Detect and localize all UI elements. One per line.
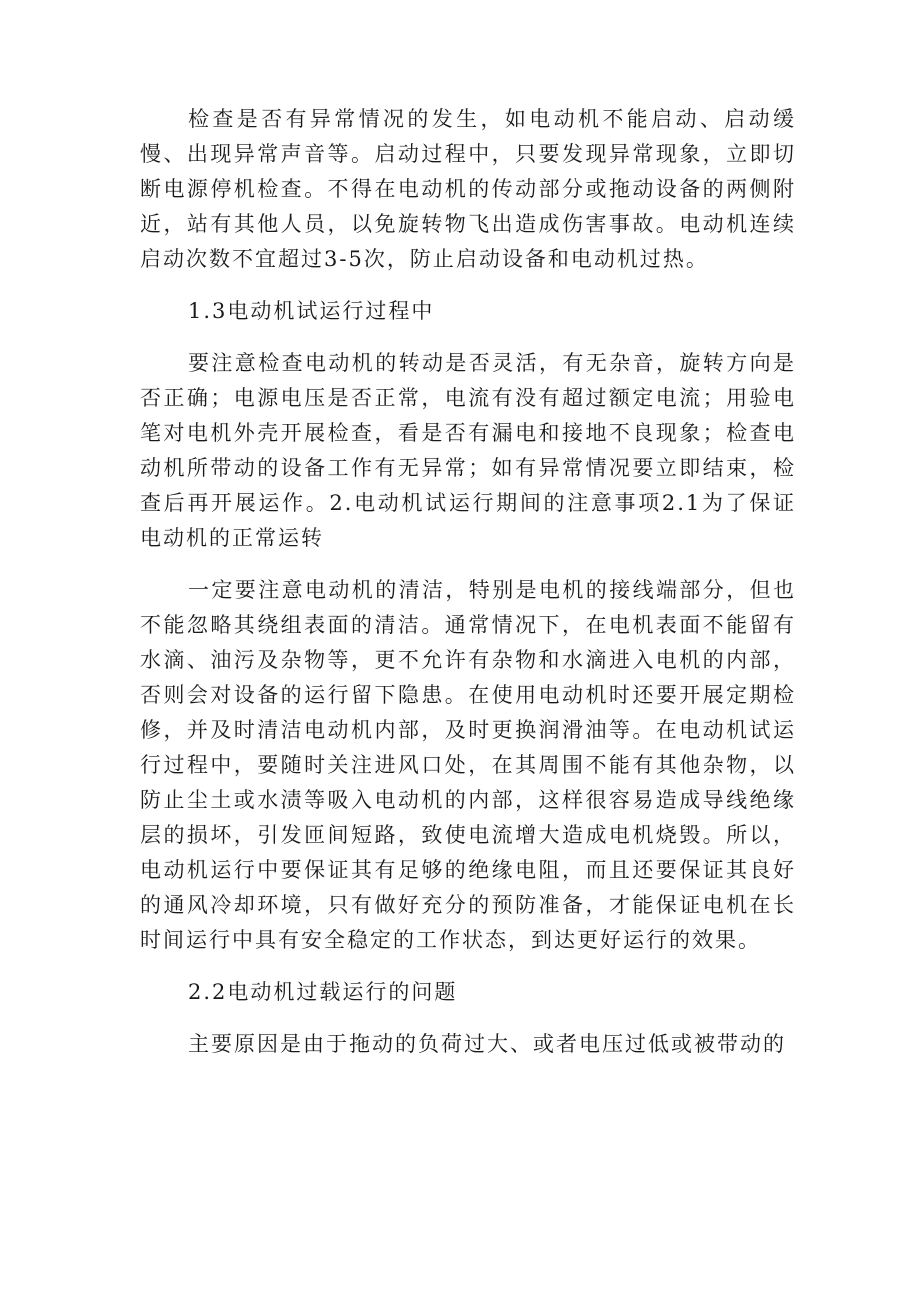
document-page: [140, 102, 796, 1079]
section-heading-2-2: 2.2电动机过载运行的问题: [188, 980, 458, 1004]
section-heading-1-3: 1.3电动机试运行过程中: [188, 299, 435, 323]
paragraph-overload-causes: 主要原因是由于拖动的负荷过大、或者电压过低或被带动的: [188, 1032, 786, 1056]
paragraph-trial-run-inspection: 要注意检查电动机的转动是否灵活，有无杂音，旋转方向是否正确；电源电压是否正常，电流有没有超过额定电流；用验电笔对电机外壳开展检查，看是否有漏电和接地不良现象；检查电动机所带动的设备工作有无异常；如有异常情况要立即结束，检查后再开展运作。2.电动机试运行期间的注意事项2.1为了保证电动机的正常运转: [140, 351, 796, 550]
paragraph-motor-cleanliness: 一定要注意电动机的清洁，特别是电机的接线端部分，但也不能忽略其绕组表面的清洁。通常情况下，在电机表面不能留有水滴、油污及杂物等，更不允许有杂物和水滴进入电机的内部，否则会对设备的运行留下隐患。在使用电动机时还要开展定期检修，并及时清洁电动机内部，及时更换润滑油等。在电动机试运行过程中，要随时关注进风口处，在其周围不能有其他杂物，以防止尘土或水渍等吸入电动机的内部，这样很容易造成导线绝缘层的损坏，引发匝间短路，致使电流增大造成电机烧毁。所以，电动机运行中要保证其有足够的绝缘电阻，而且还要保证其良好的通风冷却环境，只有做好充分的预防准备，才能保证电机在长时间运行中具有安全稳定的工作状态，到达更好运行的效果。: [140, 578, 796, 952]
paragraph-startup-check: 检查是否有异常情况的发生，如电动机不能启动、启动缓慢、出现异常声音等。启动过程中，只要发现异常现象，立即切断电源停机检查。不得在电动机的传动部分或拖动设备的两侧附近，站有其他人员，以免旋转物飞出造成伤害事故。电动机连续启动次数不宜超过3-5次，防止启动设备和电动机过热。: [140, 107, 796, 271]
